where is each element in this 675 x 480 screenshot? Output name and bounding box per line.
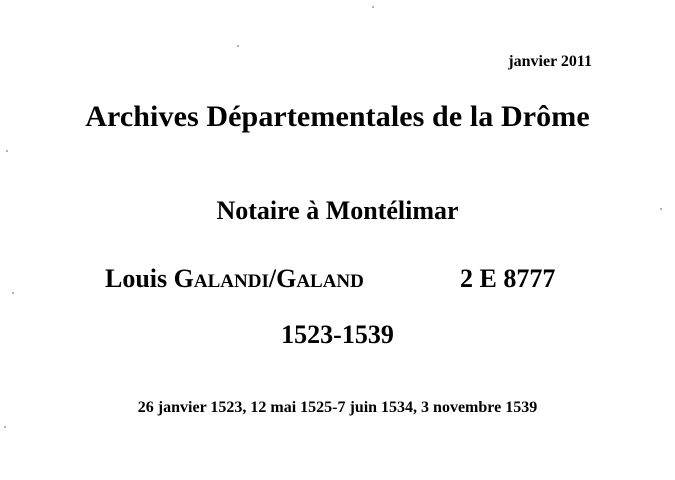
period-years: 1523-1539 <box>281 320 394 349</box>
scan-speck <box>4 426 6 428</box>
notary-name <box>105 264 364 294</box>
surname-initial-2: G <box>276 264 297 293</box>
scan-speck <box>6 150 8 152</box>
scan-speck <box>237 45 239 47</box>
scan-speck <box>12 292 14 294</box>
period-detail: 26 janvier 1523, 12 mai 1525-7 juin 1534, 3 novembre 1539 <box>137 399 538 416</box>
archive-cote: 2 E 8777 <box>460 264 556 293</box>
notary-subtitle: Notaire à Montélimar <box>216 196 459 225</box>
scan-speck <box>372 6 374 8</box>
notary-first-name: Louis <box>105 264 168 293</box>
surname-initial-1: G <box>173 264 194 293</box>
scan-speck <box>660 208 662 210</box>
document-date: janvier 2011 <box>508 53 592 70</box>
institution-title: Archives Départementales de la Drôme <box>85 100 590 133</box>
surname-rest-2: ALAND <box>296 271 364 292</box>
surname-rest-1: ALANDI <box>193 271 269 292</box>
surname-separator: / <box>268 264 277 293</box>
